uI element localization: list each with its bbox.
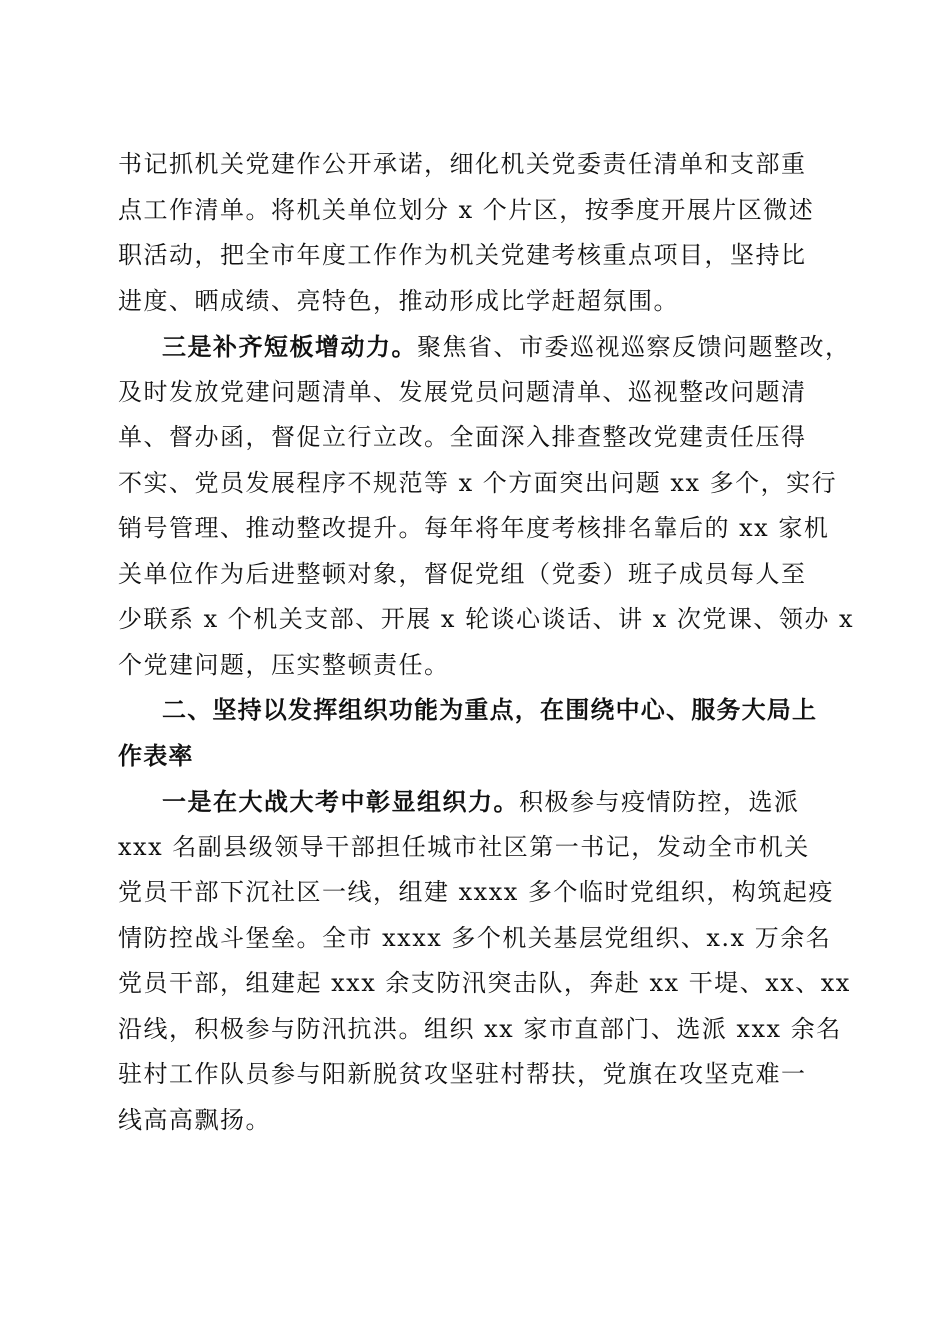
paragraph-organization [118, 779, 851, 1143]
paragraph-lead: 一是在大战大考中彰显组织力。 [162, 787, 519, 816]
paragraph-continuation [118, 142, 830, 324]
text-line: 职活动，把全市年度工作作为机关党建考核重点项目，坚持比 [118, 241, 807, 269]
heading-line: 作表率 [118, 741, 194, 770]
text-line: 书记抓机关党建作公开承诺，细化机关党委责任清单和支部重 [118, 150, 807, 178]
text-line: 党员干部，组建起 xxx 余支防汛突击队，奔赴 xx 干堤、xx、xx [118, 969, 851, 997]
text-line: 单、督办函，督促立行立改。全面深入排查整改党建责任压得 [118, 423, 807, 451]
text-line: 党员干部下沉社区一线，组建 xxxx 多个临时党组织，构筑起疫 [118, 878, 834, 906]
text-segment: 聚焦省、市委巡视巡察反馈问题整改， [417, 333, 851, 361]
paragraph-lead: 三是补齐短板增动力。 [162, 332, 417, 361]
text-line: 情防控战斗堡垒。全市 xxxx 多个机关基层党组织、x.x 万余名 [118, 923, 832, 952]
text-line [118, 779, 830, 825]
text-segment: 积极参与疫情防控，选派 [519, 788, 800, 816]
text-line: 关单位作为后进整顿对象，督促党组（党委）班子成员每人至 [118, 559, 807, 588]
text-line: 点工作清单。将机关单位划分 x 个片区，按季度开展片区微述 [118, 195, 815, 224]
text-line: 驻村工作队员参与阳新脱贫攻坚驻村帮扶，党旗在攻坚克难一 [118, 1060, 807, 1088]
text-line: 个党建问题，压实整顿责任。 [118, 650, 450, 679]
text-line: 线高高飘扬。 [118, 1105, 271, 1134]
text-line: xxx 名副县级领导干部担任城市社区第一书记，发动全市机关 [118, 832, 810, 861]
paragraph-shortboard [118, 324, 855, 688]
text-line: 少联系 x 个机关支部、开展 x 轮谈心谈话、讲 x 次党课、领办 x [118, 605, 855, 633]
text-line [118, 324, 851, 370]
text-line: 销号管理、推动整改提升。每年将年度考核排名靠后的 xx 家机 [118, 514, 830, 542]
text-line: 进度、晒成绩、亮特色，推动形成比学赶超氛围。 [118, 286, 679, 315]
text-line: 不实、党员发展程序不规范等 x 个方面突出问题 xx 多个，实行 [118, 468, 838, 497]
document-page [118, 142, 855, 1143]
heading-line: 二、坚持以发挥组织功能为重点，在围绕中心、服务大局上 [162, 696, 818, 724]
text-line: 及时发放党建问题清单、发展党员问题清单、巡视整改问题清 [118, 377, 807, 406]
text-line: 沿线，积极参与防汛抗洪。组织 xx 家市直部门、选派 xxx 余名 [118, 1014, 842, 1043]
section-heading [118, 688, 830, 779]
